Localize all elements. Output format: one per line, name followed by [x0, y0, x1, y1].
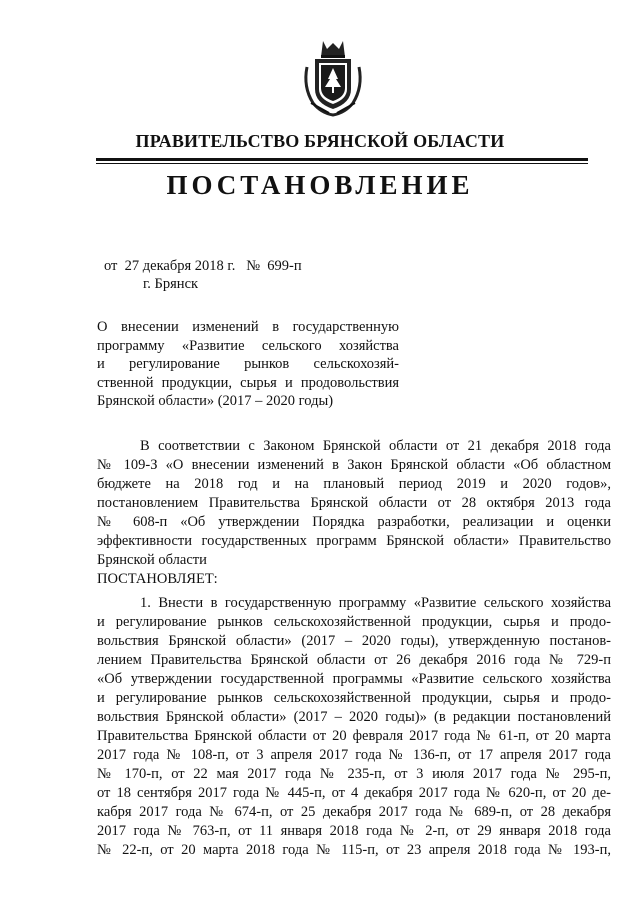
- text-line: от 18 сентября 2017 года № 445-п, от 4 декабря 2017 года № 620-п, от 20 де-: [97, 785, 611, 801]
- text-line: «Об утверждении государственной программы «Развитие сельского хозяйства: [97, 671, 611, 687]
- text-line: № 608-п «Об утверждении Порядка разработки, реализации и оценки: [97, 514, 611, 530]
- text-line: кабря 2017 года № 674-п, от 25 декабря 2017 года № 689-п, от 28 декабря: [97, 804, 611, 820]
- text-line: 2017 года № 108-п, от 3 апреля 2017 года № 136-п, от 17 апреля 2017 года: [97, 747, 611, 763]
- item-1-paragraph: [97, 594, 611, 860]
- text-line: № 22-п, от 20 марта 2018 года № 115-п, от 23 апреля 2018 года № 193-п,: [97, 842, 611, 858]
- text-line: эффективности государственных программ Брянской области» Правительство: [97, 533, 611, 549]
- text-line: вольствия Брянской области» (2017 – 2020 годы)» (в редакции постановлений: [97, 709, 611, 725]
- preamble-paragraph: [97, 437, 611, 589]
- text-line: 1. Внести в государственную программу «Развитие сельского хозяйства: [140, 595, 611, 611]
- header-rule-thick: [96, 158, 588, 161]
- government-title: ПРАВИТЕЛЬСТВО БРЯНСКОЙ ОБЛАСТИ: [135, 131, 505, 151]
- document-type: ПОСТАНОВЛЕНИЕ: [166, 170, 474, 200]
- text-line: Брянской области: [97, 552, 207, 568]
- text-line: 2017 года № 763-п, от 11 января 2018 года № 2-п, от 29 января 2018 года: [97, 823, 611, 839]
- coat-of-arms-icon: [301, 37, 365, 119]
- subject-line: Брянской области» (2017 – 2020 годы): [97, 393, 334, 410]
- text-line: Правительства Брянской области от 20 февраля 2017 года № 61-п, от 20 марта: [97, 728, 611, 744]
- date-and-number: от 27 декабря 2018 г. № 699-п: [104, 258, 302, 274]
- text-line: бюджете на 2018 год и на плановый период 2019 и 2020 годов»,: [97, 476, 611, 492]
- subject-line: и регулирование рынков сельскохозяй-: [97, 356, 399, 373]
- text-line: лением Правительства Брянской области от 26 декабря 2016 года № 729-п: [97, 652, 611, 668]
- text-line: постановлением Правительства Брянской области от 28 октября 2013 года: [97, 495, 611, 511]
- text-line: вольствия Брянской области» (2017 – 2020 годы), утвержденную постанов-: [97, 633, 611, 649]
- city: г. Брянск: [143, 276, 199, 292]
- text-line: и регулирование рынков сельскохозяйственной продукции, сырья и продо-: [97, 614, 611, 630]
- resolves-keyword: ПОСТАНОВЛЯЕТ:: [97, 571, 218, 587]
- subject-line: программу «Развитие сельского хозяйства: [97, 337, 399, 354]
- subject-line: ственной продукции, сырья и продовольствия: [97, 374, 399, 391]
- text-line: № 109-З «О внесении изменений в Закон Брянской области «Об областном: [97, 457, 611, 473]
- text-line: и регулирование рынков сельскохозяйственной продукции, сырья и продо-: [97, 690, 611, 706]
- text-line: № 170-п, от 22 мая 2017 года № 235-п, от 3 июля 2017 года № 295-п,: [97, 766, 611, 782]
- text-line: В соответствии с Законом Брянской области от 21 декабря 2018 года: [140, 438, 611, 454]
- subject-line: О внесении изменений в государственную: [97, 319, 399, 335]
- document-subject: [97, 318, 399, 411]
- header-rule-thin: [96, 163, 588, 164]
